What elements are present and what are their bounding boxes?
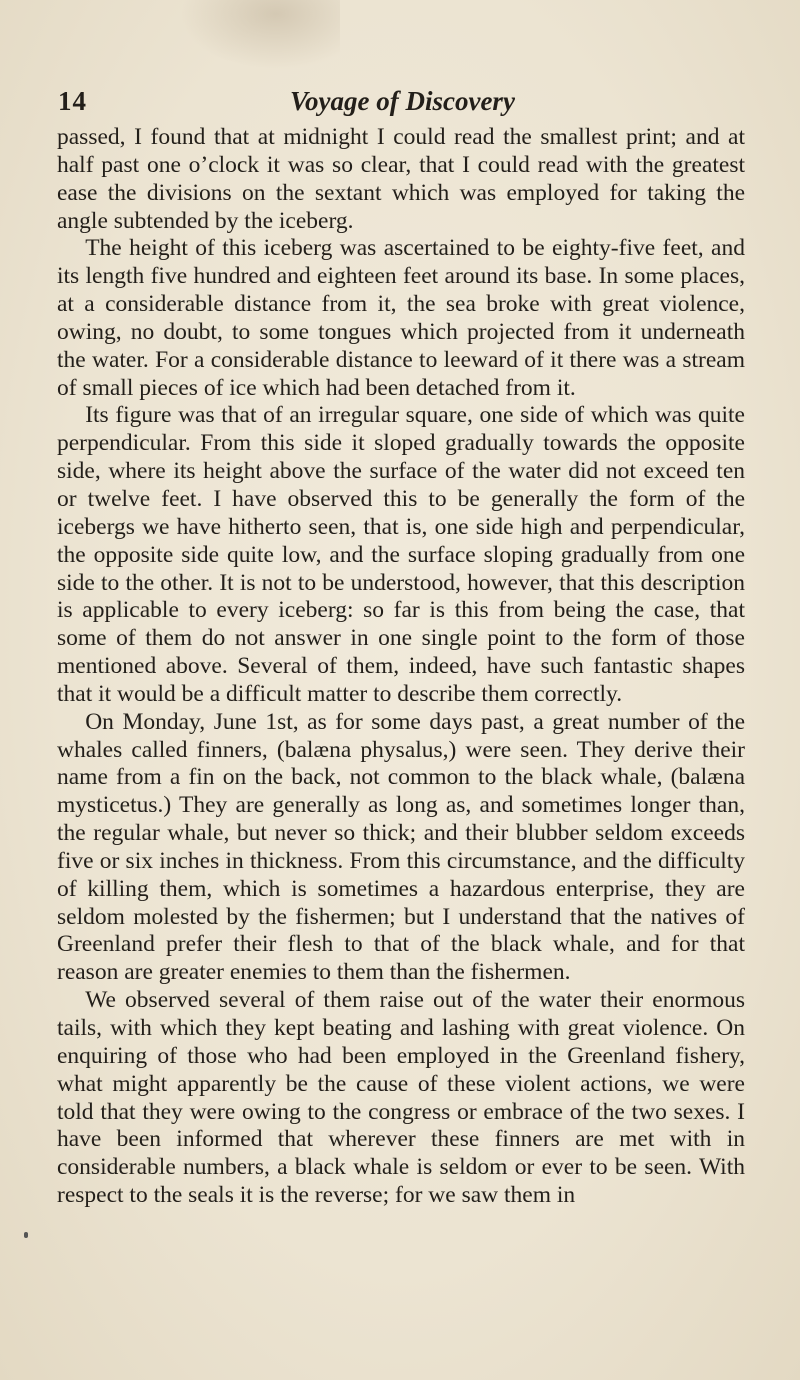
running-title: Voyage of Discovery: [290, 86, 515, 116]
paragraph-iceberg-height: The height of this iceberg was ascertained to be eighty-five feet, and its length five hundred and eighteen feet around its base. In some places, at a considerable distance from it, the sea broke with great violence, owing, no doubt, to some tongues which projected from it underneath the water. For a considerable distance to leeward of it there was a stream of small pieces of ice which had been detached from it.: [57, 235, 745, 401]
paragraph-finner-whales: On Monday, June 1st, as for some days past, a great number of the whales called finners, (balæna physalus,) were seen. They derive their name from a fin on the back, not common to the black whale, (balæna mysticetus.) They are generally as long as, and sometimes longer than, the regular whale, but never so thick; and their blubber seldom exceeds five or six inches in thickness. From this circumstance, and the difficulty of killing them, which is sometimes a hazardous enterprise, they are seldom molested by the fishermen; but I understand that the natives of Greenland prefer their flesh to that of the black whale, and for that reason are greater enemies to them than the fishermen.: [57, 708, 745, 986]
paper-stain: [180, 0, 340, 70]
paragraph-whale-tails: We observed several of them raise out of the water their enormous tails, with which they kept beating and lashing with great violence. On enquiring of those who had been employed in the Greenland fishery, what might apparently be the cause of these violent actions, we were told that they were owing to the congress or embrace of the two sexes. I have been informed that wherever these finners are met with in considerable numbers, a black whale is seldom or ever to be seen. With respect to the seals it is the reverse; for we saw them in: [57, 987, 745, 1209]
body-text: [57, 124, 745, 1210]
margin-mark: [24, 1232, 28, 1238]
page-number: 14: [58, 86, 87, 116]
paragraph-iceberg-figure: Its figure was that of an irregular square, one side of which was quite perpendicular. From this side it sloped gradually towards the opposite side, where its height above the surface of the water did not exceed ten or twelve feet. I have observed this to be generally the form of the icebergs we have hitherto seen, that is, one side high and perpendicular, the opposite side quite low, and the surface sloping gradually from one side to the other. It is not to be understood, however, that this description is applicable to every iceberg: so far is this from being the case, that some of them do not answer in one single point to the form of those mentioned above. Several of them, indeed, have such fantastic shapes that it would be a difficult matter to describe them correctly.: [57, 402, 745, 707]
page-header: [0, 86, 800, 122]
paragraph-continued: passed, I found that at midnight I could read the smallest print; and at half past one o’clock it was so clear, that I could read with the greatest ease the divisions on the sextant which was employed for taking the angle subtended by the iceberg.: [57, 124, 745, 234]
